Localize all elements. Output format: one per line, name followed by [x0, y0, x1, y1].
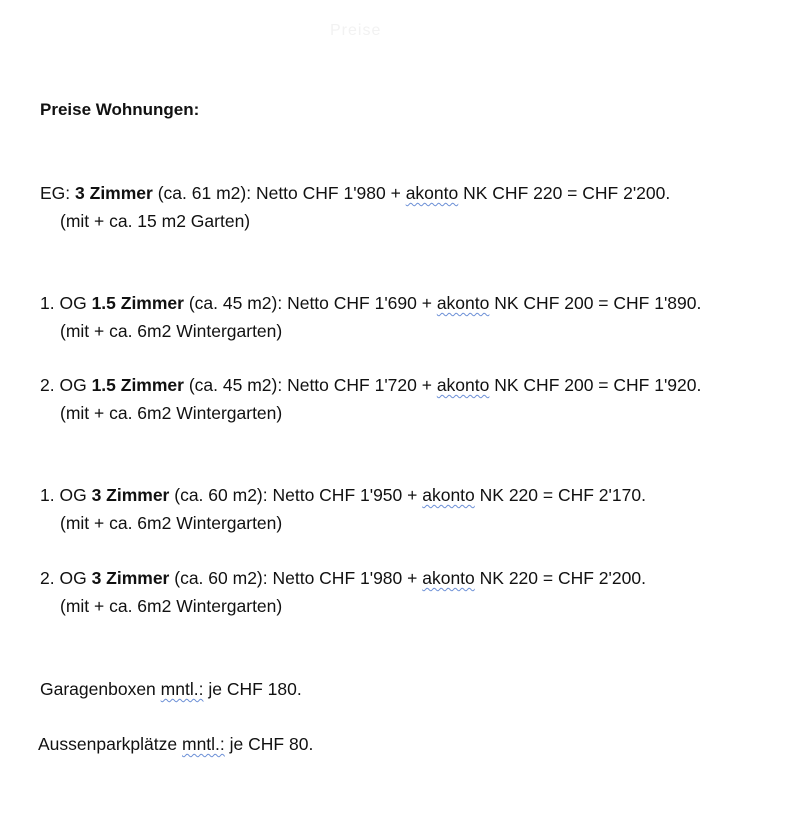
garage-price: je CHF 180.: [208, 679, 302, 699]
unit-area-price: (ca. 60 m2): Netto CHF 1'950 +: [174, 485, 418, 505]
unit-floor: 2. OG: [40, 568, 87, 588]
unit-extra-2og-1-5: (mit + ca. 6m2 Wintergarten): [60, 403, 283, 423]
unit-floor: 1. OG: [40, 293, 87, 313]
unit-area-price: (ca. 61 m2): Netto CHF 1'980 +: [157, 183, 401, 203]
unit-extra-2og-3: (mit + ca. 6m2 Wintergarten): [60, 596, 283, 616]
unit-extra-eg: (mit + ca. 15 m2 Garten): [60, 211, 251, 231]
parking-line: [38, 734, 313, 755]
unit-rooms: 1.5 Zimmer: [91, 375, 184, 395]
unit-total: NK 220 = CHF 2'170.: [479, 485, 646, 505]
unit-rooms: 3 Zimmer: [91, 568, 170, 588]
unit-floor: 1. OG: [40, 485, 87, 505]
unit-total: NK CHF 200 = CHF 1'890.: [494, 293, 702, 313]
unit-rooms: 1.5 Zimmer: [91, 293, 184, 313]
unit-line-2og-3: [40, 568, 646, 589]
unit-akonto: akonto: [422, 568, 475, 588]
unit-akonto: akonto: [422, 485, 475, 505]
unit-area-price: (ca. 60 m2): Netto CHF 1'980 +: [174, 568, 418, 588]
unit-floor: EG:: [40, 183, 71, 203]
unit-line-2og-1-5: [40, 375, 701, 396]
faint-header-title: Preise: [330, 22, 382, 39]
unit-line-1og-3: [40, 485, 646, 506]
parking-mntl: mntl.:: [182, 734, 225, 754]
unit-akonto: akonto: [436, 293, 490, 313]
unit-line-1og-1-5: [40, 293, 701, 314]
unit-akonto: akonto: [405, 183, 459, 203]
unit-rooms: 3 Zimmer: [75, 183, 153, 203]
unit-area-price: (ca. 45 m2): Netto CHF 1'720 +: [188, 375, 432, 395]
unit-rooms: 3 Zimmer: [91, 485, 170, 505]
garage-label: Garagenboxen: [40, 679, 156, 699]
unit-total: NK CHF 200 = CHF 1'920.: [494, 375, 702, 395]
unit-extra-1og-3: (mit + ca. 6m2 Wintergarten): [60, 513, 283, 533]
unit-extra-1og-1-5: (mit + ca. 6m2 Wintergarten): [60, 321, 283, 341]
parking-label: Aussenparkplätze: [38, 734, 178, 754]
unit-line-eg: [40, 183, 670, 204]
page-heading: Preise Wohnungen:: [40, 100, 200, 119]
unit-area-price: (ca. 45 m2): Netto CHF 1'690 +: [188, 293, 432, 313]
garage-mntl: mntl.:: [160, 679, 204, 699]
garage-line: [40, 679, 302, 700]
unit-total: NK 220 = CHF 2'200.: [479, 568, 646, 588]
unit-akonto: akonto: [436, 375, 490, 395]
parking-price: je CHF 80.: [229, 734, 314, 754]
unit-floor: 2. OG: [40, 375, 87, 395]
unit-total: NK CHF 220 = CHF 2'200.: [463, 183, 671, 203]
